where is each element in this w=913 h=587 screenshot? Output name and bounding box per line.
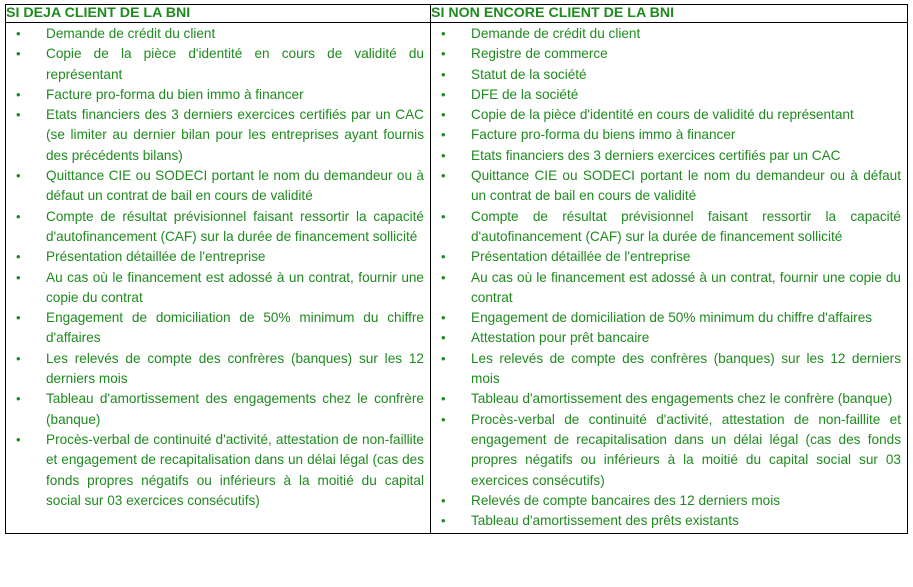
list-item <box>431 85 907 105</box>
bullet-icon: • <box>16 86 21 102</box>
bullet-icon: • <box>441 492 446 508</box>
bullet-icon: • <box>441 66 446 82</box>
bullet-icon: • <box>16 46 21 62</box>
new-client-list <box>431 23 907 533</box>
list-item <box>6 268 430 309</box>
list-item <box>6 247 430 267</box>
list-item <box>431 308 907 328</box>
list-item <box>431 389 907 409</box>
list-item-text: Relevés de compte bancaires des 12 derniers mois <box>471 492 781 508</box>
list-item-text: Demande de crédit du client <box>471 26 641 41</box>
requirements-table <box>5 4 908 534</box>
content-row <box>6 23 908 534</box>
list-item-text: Procès-verbal de continuité d'activité, attestation de non-faillite et engagement de recapitalisation dans un délai légal (cas des fonds propres négatifs ou inférieurs à la moitié du capital social sur 03 exercices consécutifs) <box>46 431 424 508</box>
list-item-text: Attestation pour prêt bancaire <box>471 330 650 346</box>
list-item-text: Présentation détaillée de l'entreprise <box>46 249 266 265</box>
bullet-icon: • <box>441 330 446 346</box>
list-item <box>431 410 907 491</box>
bullet-icon: • <box>16 431 21 447</box>
list-item-text: Compte de résultat prévisionnel faisant ressortir la capacité d'autofinancement (CAF) sur la durée de financement sollicité <box>46 208 424 244</box>
list-item-text: Facture pro-forma du biens immo à financer <box>471 127 736 143</box>
list-item <box>6 166 430 207</box>
bullet-icon: • <box>441 26 446 41</box>
list-item-text: Au cas où le financement est adossé à un contrat, fournir une copie du contrat <box>471 269 901 305</box>
bullet-icon: • <box>441 86 446 102</box>
new-client-cell <box>431 23 908 534</box>
bullet-icon: • <box>16 350 21 366</box>
list-item <box>431 146 907 166</box>
list-item-text: Tableau d'amortissement des prêts existants <box>471 513 739 529</box>
list-item-text: Présentation détaillée de l'entreprise <box>471 249 691 265</box>
bullet-icon: • <box>16 310 21 326</box>
list-item <box>431 105 907 125</box>
list-item-text: Tableau d'amortissement des engagements chez le confrère (banque) <box>46 391 424 427</box>
list-item <box>431 491 907 511</box>
list-item <box>431 268 907 309</box>
list-item <box>431 166 907 207</box>
list-item <box>431 247 907 267</box>
header-existing-client: SI DEJA CLIENT DE LA BNI <box>6 5 431 23</box>
list-item <box>431 65 907 85</box>
bullet-icon: • <box>16 391 21 407</box>
bullet-icon: • <box>441 269 446 285</box>
list-item-text: Etats financiers des 3 derniers exercices certifiés par un CAC <box>471 147 841 163</box>
list-item-text: Au cas où le financement est adossé à un contrat, fournir une copie du contrat <box>46 269 424 305</box>
list-item <box>431 511 907 531</box>
bullet-icon: • <box>16 269 21 285</box>
list-item-text: Tableau d'amortissement des engagements chez le confrère (banque) <box>471 391 893 407</box>
list-item <box>6 85 430 105</box>
header-row <box>6 5 908 23</box>
bullet-icon: • <box>16 26 21 41</box>
bullet-icon: • <box>441 107 446 123</box>
list-item <box>431 328 907 348</box>
bullet-icon: • <box>441 350 446 366</box>
list-item <box>6 105 430 166</box>
list-item <box>6 430 430 511</box>
list-item-text: Etats financiers des 3 derniers exercices certifiés par un CAC (se limiter au dernier bilan pour les entreprises ayant fournis des précédents bilans) <box>46 107 424 163</box>
list-item-text: Facture pro-forma du bien immo à financer <box>46 86 304 102</box>
list-item <box>6 389 430 430</box>
list-item-text: Procès-verbal de continuité d'activité, attestation de non-faillite et engagement de recapitalisation dans un délai légal (cas des fonds propres négatifs ou inférieurs à la moitié du capital social sur 03 exercices consécutifs) <box>471 411 901 488</box>
bullet-icon: • <box>441 208 446 224</box>
list-item-text: Engagement de domiciliation de 50% minimum du chiffre d'affaires <box>471 310 873 326</box>
bullet-icon: • <box>441 411 446 427</box>
list-item-text: Les relevés de compte des confrères (banques) sur les 12 derniers mois <box>471 350 901 387</box>
bullet-icon: • <box>441 249 446 265</box>
header-new-client: SI NON ENCORE CLIENT DE LA BNI <box>431 5 908 23</box>
bullet-icon: • <box>441 391 446 407</box>
list-item <box>6 207 430 248</box>
list-item-text: Engagement de domiciliation de 50% minimum du chiffre d'affaires <box>46 310 424 346</box>
list-item-text: Les relevés de compte des confrères (banques) sur les 12 derniers mois <box>46 350 424 387</box>
list-item <box>431 24 907 44</box>
existing-client-cell <box>6 23 431 534</box>
list-item-text: Copie de la pièce d'identité en cours de validité du représentant <box>471 107 854 123</box>
bullet-icon: • <box>441 168 446 184</box>
bullet-icon: • <box>16 249 21 265</box>
list-item <box>6 44 430 85</box>
list-item-text: Quittance CIE ou SODECI portant le nom du demandeur ou à défaut un contrat de bail en cours de validité <box>46 168 424 204</box>
list-item-text: Copie de la pièce d'identité en cours de validité du représentant <box>46 46 424 82</box>
list-item-text: DFE de la société <box>471 86 579 102</box>
bullet-icon: • <box>441 46 446 62</box>
list-item-text: Demande de crédit du client <box>46 26 216 41</box>
list-item-text: Quittance CIE ou SODECI portant le nom du demandeur ou à défaut un contrat de bail en cours de validité <box>471 168 901 204</box>
list-item-text: Registre de commerce <box>471 46 608 62</box>
bullet-icon: • <box>16 168 21 184</box>
list-item <box>431 44 907 64</box>
bullet-icon: • <box>441 310 446 326</box>
existing-client-list <box>6 23 430 513</box>
bullet-icon: • <box>16 107 21 123</box>
list-item <box>431 349 907 390</box>
list-item <box>431 207 907 248</box>
bullet-icon: • <box>441 127 446 143</box>
bullet-icon: • <box>441 147 446 163</box>
list-item-text: Compte de résultat prévisionnel faisant ressortir la capacité d'autofinancement (CAF) sur la durée de financement sollicité <box>471 208 901 244</box>
list-item <box>6 349 430 390</box>
list-item <box>431 125 907 145</box>
list-item-text: Statut de la société <box>471 66 587 82</box>
bullet-icon: • <box>441 513 446 529</box>
list-item <box>6 308 430 349</box>
list-item <box>6 24 430 44</box>
bullet-icon: • <box>16 208 21 224</box>
